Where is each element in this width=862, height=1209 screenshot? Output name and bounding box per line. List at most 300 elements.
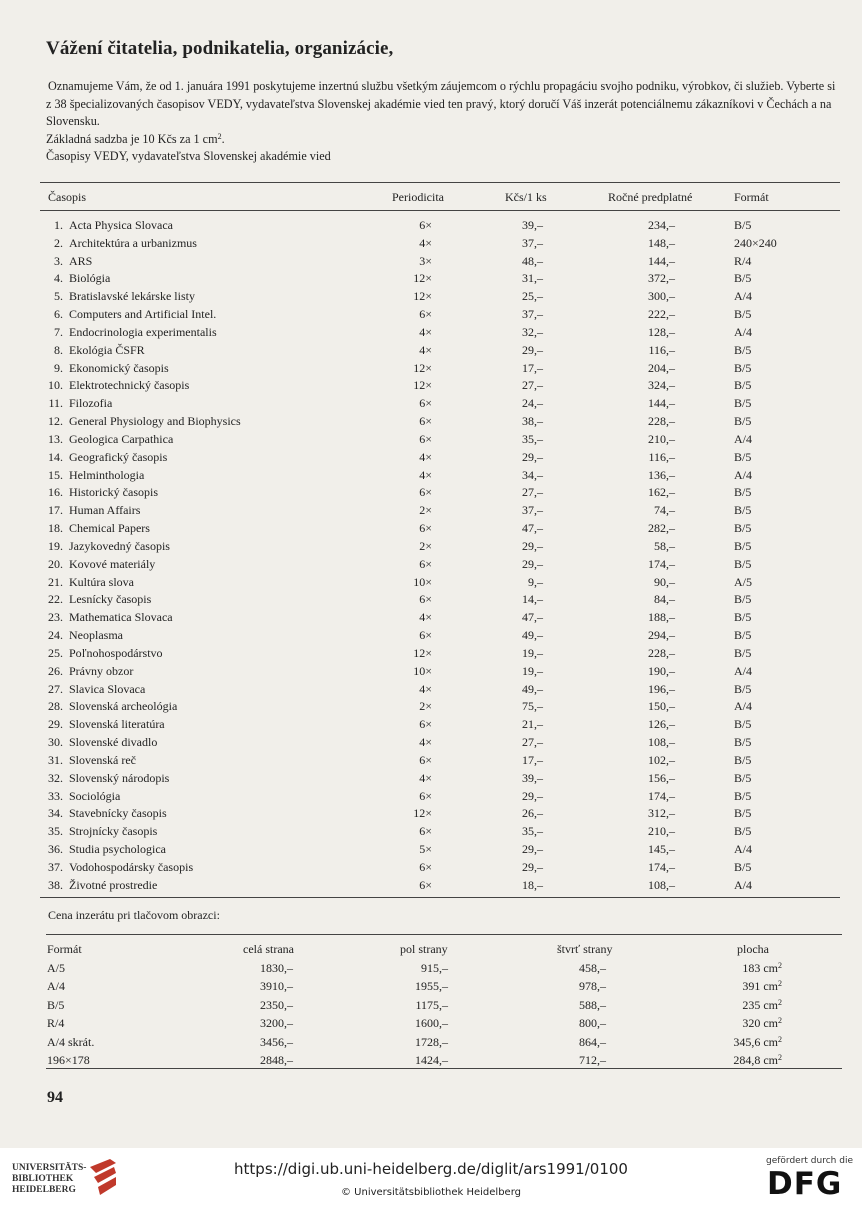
journal-format: B/5: [734, 538, 752, 553]
table-row: [0, 503, 862, 521]
price-area-unit-sup: 2: [778, 997, 782, 1007]
price-area: [690, 998, 782, 1013]
journal-periodicity: 6×: [419, 521, 432, 536]
row-number: 4.: [54, 271, 63, 286]
price-format: R/4: [47, 1016, 65, 1031]
header-journal: Časopis: [48, 190, 87, 204]
table-bottom-rule: [40, 897, 840, 898]
price-full-page: 1830,–: [260, 961, 293, 975]
journal-annual-subscription: 234,–: [648, 218, 675, 232]
price-area: [690, 979, 782, 994]
journal-name: Ekológia ČSFR: [69, 342, 145, 357]
journal-annual-subscription: 174,–: [648, 788, 675, 803]
journal-annual-subscription: 228,–: [648, 645, 675, 660]
journal-format: B/5: [734, 414, 752, 429]
row-number: 16.: [48, 485, 63, 500]
journal-name: Architektúra a urbanizmus: [69, 235, 197, 250]
journal-format: B/5: [734, 770, 752, 785]
journal-annual-subscription: 74,–: [654, 503, 675, 518]
journal-format: B/5: [734, 592, 752, 607]
journal-name: Mathematica Slovaca: [69, 610, 173, 625]
journal-periodicity: 2×: [419, 699, 432, 714]
row-number: 11.: [48, 396, 63, 411]
page-number: 94: [47, 1089, 63, 1106]
journal-name: Slovenská literatúra: [69, 717, 165, 732]
row-number: 21.: [48, 574, 63, 589]
price-full-page: 2848,–: [260, 1053, 293, 1067]
header-periodicity: Periodicita: [392, 190, 444, 204]
price-area-value: 235 cm: [742, 997, 778, 1012]
journal-price: 37,–: [522, 307, 543, 322]
price-area-unit-sup: 2: [778, 1034, 782, 1044]
price-area-value: 284,8 cm: [733, 1053, 778, 1067]
journal-annual-subscription: 150,–: [648, 699, 675, 714]
price-area: [690, 1035, 782, 1050]
journal-periodicity: 6×: [419, 414, 432, 429]
journal-annual-subscription: 196,–: [648, 681, 675, 696]
journal-name: ARS: [69, 253, 93, 268]
table-row: [0, 432, 862, 450]
journal-annual-subscription: 90,–: [654, 574, 675, 589]
journal-name: Životné prostredie: [69, 877, 158, 892]
journal-format: B/5: [734, 271, 752, 286]
table-row: [0, 878, 862, 896]
journal-price: 35,–: [522, 431, 543, 446]
journal-price: 35,–: [522, 824, 543, 839]
price-header-format: Formát: [47, 942, 82, 956]
row-number: 15.: [48, 467, 63, 482]
journal-name: Vodohospodársky časopis: [69, 859, 194, 874]
journal-name: Jazykovedný časopis: [69, 538, 170, 553]
price-area-unit-sup: 2: [778, 979, 782, 989]
journal-format: B/5: [734, 342, 752, 357]
journal-format: A/4: [734, 842, 752, 857]
journal-annual-subscription: 210,–: [648, 824, 675, 839]
journal-format: B/5: [734, 307, 752, 322]
price-half-page: 1728,–: [415, 1034, 448, 1049]
row-number: 8.: [54, 342, 63, 357]
journal-price: 27,–: [522, 485, 543, 500]
price-format: B/5: [47, 997, 65, 1012]
journal-format: B/5: [734, 485, 752, 500]
journal-format: B/5: [734, 628, 752, 643]
journal-format: B/5: [734, 360, 752, 375]
table-row: [0, 806, 862, 824]
base-rate-text: Základná sadzba je 10 Kčs za 1 cm: [46, 131, 218, 146]
row-number: 37.: [48, 859, 63, 874]
journal-price: 38,–: [522, 414, 543, 429]
row-number: 2.: [54, 235, 63, 250]
row-number: 14.: [48, 449, 63, 464]
price-area: [690, 961, 782, 976]
journal-price: 32,–: [522, 324, 543, 339]
journal-format: B/5: [734, 218, 752, 232]
table-row: [0, 771, 862, 789]
price-row: [0, 961, 862, 979]
journal-annual-subscription: 144,–: [648, 253, 675, 268]
price-header-area: plocha: [737, 942, 769, 956]
journal-name: Strojnícky časopis: [69, 824, 158, 839]
journal-name: Computers and Artificial Intel.: [69, 307, 217, 322]
price-area-unit-sup: 2: [778, 1016, 782, 1026]
row-number: 25.: [48, 645, 63, 660]
price-area: [690, 1016, 782, 1031]
price-table-caption: Cena inzerátu pri tlačovom obrazci:: [48, 908, 220, 922]
journal-annual-subscription: 128,–: [648, 324, 675, 339]
row-number: 26.: [48, 663, 63, 678]
table-row: [0, 824, 862, 842]
journal-format: B/5: [734, 806, 752, 821]
price-row: [0, 979, 862, 997]
table-row: [0, 271, 862, 289]
journal-annual-subscription: 324,–: [648, 378, 675, 393]
table-row: [0, 860, 862, 878]
journal-name: Kovové materiály: [69, 556, 156, 571]
row-number: 34.: [48, 806, 63, 821]
journal-name: Chemical Papers: [69, 521, 150, 536]
journal-format: B/5: [734, 449, 752, 464]
row-number: 3.: [54, 253, 63, 268]
journal-annual-subscription: 174,–: [648, 556, 675, 571]
price-half-page: 1600,–: [415, 1016, 448, 1031]
journal-name: Sociológia: [69, 788, 121, 803]
price-header-quarter: štvrť strany: [557, 942, 613, 956]
journal-annual-subscription: 190,–: [648, 663, 675, 678]
journal-price: 19,–: [522, 663, 543, 678]
price-header-half: pol strany: [400, 942, 448, 956]
journal-periodicity: 6×: [419, 396, 432, 411]
journal-name: Lesnícky časopis: [69, 592, 152, 607]
price-area-unit-sup: 2: [778, 961, 782, 970]
price-format: A/4: [47, 979, 65, 994]
table-row: [0, 610, 862, 628]
journal-periodicity: 6×: [419, 431, 432, 446]
journal-periodicity: 2×: [419, 503, 432, 518]
journal-format: A/4: [734, 431, 752, 446]
row-number: 19.: [48, 538, 63, 553]
journal-name: Právny obzor: [69, 663, 134, 678]
journal-format: A/4: [734, 324, 752, 339]
table-top-rule: [40, 182, 840, 183]
journal-price: 17,–: [522, 752, 543, 767]
journal-periodicity: 12×: [413, 289, 432, 304]
table-row: [0, 254, 862, 272]
price-quarter-page: 978,–: [579, 979, 606, 994]
journal-format: B/5: [734, 521, 752, 536]
journal-annual-subscription: 222,–: [648, 307, 675, 322]
table-row: [0, 414, 862, 432]
journal-periodicity: 12×: [413, 378, 432, 393]
journal-periodicity: 6×: [419, 877, 432, 892]
row-number: 10.: [48, 378, 63, 393]
row-number: 6.: [54, 307, 63, 322]
footer-url-link[interactable]: https://digi.ub.uni-heidelberg.de/diglit/ars1991/0100: [234, 1160, 628, 1178]
price-row: [0, 1016, 862, 1034]
journal-price: 47,–: [522, 610, 543, 625]
price-full-page: 2350,–: [260, 997, 293, 1012]
intro-text: [46, 78, 842, 166]
journal-annual-subscription: 312,–: [648, 806, 675, 821]
journal-price: 31,–: [522, 271, 543, 286]
row-number: 24.: [48, 628, 63, 643]
journal-name: Studia psychologica: [69, 842, 166, 857]
journal-annual-subscription: 282,–: [648, 521, 675, 536]
journal-annual-subscription: 126,–: [648, 717, 675, 732]
journal-name: Geologica Carpathica: [69, 431, 174, 446]
journal-name: Acta Physica Slovaca: [69, 218, 173, 232]
price-format: 196×178: [47, 1053, 90, 1067]
journal-annual-subscription: 188,–: [648, 610, 675, 625]
journal-periodicity: 6×: [419, 788, 432, 803]
journal-name: Biológia: [69, 271, 111, 286]
row-number: 18.: [48, 521, 63, 536]
row-number: 20.: [48, 556, 63, 571]
journal-periodicity: 6×: [419, 218, 432, 232]
journal-annual-subscription: 84,–: [654, 592, 675, 607]
journal-periodicity: 6×: [419, 824, 432, 839]
row-number: 12.: [48, 414, 63, 429]
journal-annual-subscription: 102,–: [648, 752, 675, 767]
journal-periodicity: 10×: [413, 574, 432, 589]
journal-annual-subscription: 144,–: [648, 396, 675, 411]
journal-name: Neoplasma: [69, 628, 123, 643]
price-half-page: 1955,–: [415, 979, 448, 994]
price-area: [690, 1053, 782, 1068]
journal-name: Historický časopis: [69, 485, 158, 500]
journal-annual-subscription: 162,–: [648, 485, 675, 500]
journal-price: 17,–: [522, 360, 543, 375]
journal-periodicity: 12×: [413, 360, 432, 375]
table-row: [0, 664, 862, 682]
journal-periodicity: 10×: [413, 663, 432, 678]
table-row: [0, 789, 862, 807]
journal-periodicity: 2×: [419, 538, 432, 553]
journal-name: Ekonomický časopis: [69, 360, 169, 375]
journal-annual-subscription: 116,–: [648, 342, 675, 357]
journal-annual-subscription: 116,–: [648, 449, 675, 464]
journal-name: Filozofia: [69, 396, 113, 411]
journal-name: General Physiology and Biophysics: [69, 414, 241, 429]
journal-format: A/4: [734, 877, 752, 892]
journal-format: A/4: [734, 289, 752, 304]
journal-price: 14,–: [522, 592, 543, 607]
journal-format: A/4: [734, 663, 752, 678]
journal-price: 75,–: [522, 699, 543, 714]
journal-periodicity: 4×: [419, 449, 432, 464]
table-row: [0, 289, 862, 307]
journal-price: 29,–: [522, 859, 543, 874]
row-number: 32.: [48, 770, 63, 785]
journal-periodicity: 5×: [419, 842, 432, 857]
journal-name: Human Affairs: [69, 503, 141, 518]
price-table-bottom-rule: [46, 1068, 842, 1069]
row-number: 7.: [54, 324, 63, 339]
journal-format: B/5: [734, 735, 752, 750]
journal-price: 27,–: [522, 378, 543, 393]
journal-format: 240×240: [734, 235, 777, 250]
journal-price: 49,–: [522, 628, 543, 643]
base-rate-end: .: [221, 131, 225, 146]
price-area-value: 391 cm: [742, 979, 778, 994]
journal-annual-subscription: 156,–: [648, 770, 675, 785]
journal-format: B/5: [734, 788, 752, 803]
journal-name: Helminthologia: [69, 467, 145, 482]
price-quarter-page: 458,–: [579, 961, 606, 975]
journal-periodicity: 6×: [419, 592, 432, 607]
journal-periodicity: 4×: [419, 235, 432, 250]
ub-heidelberg-logo: UNIVERSITÄTS-BIBLIOTHEK HEIDELBERG: [12, 1163, 87, 1195]
table-row: [0, 378, 862, 396]
intro-paragraph: Oznamujeme Vám, že od 1. januára 1991 poskytujeme inzertnú službu všetkým záujemcom o rýchlu propagáciu svojho podniku, výrobkov, či služieb. Vyberte si z 38 špecializovaných časopisov VEDY, vydavateľstva Slovenskej akadémie vied ten pravý, ktorý doručí Váš inzerát potenciálnemu zákazníkovi v Čechách a na Slovensku.: [46, 79, 836, 129]
journal-periodicity: 6×: [419, 485, 432, 500]
journal-price: 29,–: [522, 842, 543, 857]
journal-price: 19,–: [522, 645, 543, 660]
row-number: 9.: [54, 360, 63, 375]
journal-price: 18,–: [522, 877, 543, 892]
journal-periodicity: 6×: [419, 859, 432, 874]
journal-name: Kultúra slova: [69, 574, 134, 589]
row-number: 22.: [48, 592, 63, 607]
table-row: [0, 396, 862, 414]
header-annual: Ročné predplatné: [608, 190, 693, 204]
page-title: Vážení čitatelia, podnikatelia, organizácie,: [46, 38, 394, 59]
table-row: [0, 361, 862, 379]
journal-periodicity: 4×: [419, 342, 432, 357]
price-half-page: 1175,–: [415, 997, 448, 1012]
journal-annual-subscription: 228,–: [648, 414, 675, 429]
price-table-header: [0, 942, 862, 960]
journal-annual-subscription: 58,–: [654, 538, 675, 553]
journal-price: 37,–: [522, 503, 543, 518]
journal-price: 26,–: [522, 806, 543, 821]
journal-periodicity: 12×: [413, 645, 432, 660]
journal-format: B/5: [734, 556, 752, 571]
journal-name: Stavebnícky časopis: [69, 806, 167, 821]
journal-annual-subscription: 204,–: [648, 360, 675, 375]
journal-format: B/5: [734, 378, 752, 393]
table-row: [0, 218, 862, 236]
table-row: [0, 842, 862, 860]
journal-name: Bratislavské lekárske listy: [69, 289, 195, 304]
journal-periodicity: 6×: [419, 752, 432, 767]
price-format: A/5: [47, 961, 65, 975]
table-row: [0, 735, 862, 753]
journal-annual-subscription: 300,–: [648, 289, 675, 304]
journal-price: 29,–: [522, 538, 543, 553]
table-row: [0, 753, 862, 771]
journal-price: 29,–: [522, 556, 543, 571]
price-area-value: 320 cm: [742, 1016, 778, 1031]
base-rate: [46, 131, 842, 149]
journal-format: A/4: [734, 467, 752, 482]
table-row: [0, 325, 862, 343]
journal-price: 48,–: [522, 253, 543, 268]
journal-format: B/5: [734, 396, 752, 411]
price-header-full: celá strana: [243, 942, 294, 956]
base-rate-sup: 2: [217, 131, 222, 141]
journal-periodicity: 6×: [419, 628, 432, 643]
row-number: 5.: [54, 289, 63, 304]
journal-format: B/5: [734, 503, 752, 518]
price-format: A/4 skrát.: [47, 1034, 95, 1049]
table-row: [0, 450, 862, 468]
journal-periodicity: 6×: [419, 556, 432, 571]
table-row: [0, 468, 862, 486]
journal-name: Geografický časopis: [69, 449, 168, 464]
price-table-top-rule: [46, 934, 842, 935]
row-number: 38.: [48, 877, 63, 892]
journal-price: 34,–: [522, 467, 543, 482]
journal-annual-subscription: 136,–: [648, 467, 675, 482]
journal-name: Slovenské divadlo: [69, 735, 158, 750]
journal-periodicity: 4×: [419, 467, 432, 482]
table-row: [0, 236, 862, 254]
row-number: 31.: [48, 752, 63, 767]
price-area-unit-sup: 2: [778, 1053, 782, 1062]
journal-format: A/5: [734, 574, 752, 589]
table-row: [0, 628, 862, 646]
row-number: 30.: [48, 735, 63, 750]
table-row: [0, 682, 862, 700]
journal-price: 49,–: [522, 681, 543, 696]
table-header-rule: [40, 210, 840, 211]
table-row: [0, 592, 862, 610]
table-row: [0, 575, 862, 593]
table-row: [0, 343, 862, 361]
journal-periodicity: 12×: [413, 271, 432, 286]
journal-periodicity: 4×: [419, 324, 432, 339]
price-full-page: 3456,–: [260, 1034, 293, 1049]
journal-annual-subscription: 148,–: [648, 235, 675, 250]
journal-periodicity: 3×: [419, 253, 432, 268]
price-quarter-page: 864,–: [579, 1034, 606, 1049]
journal-periodicity: 4×: [419, 610, 432, 625]
price-area-value: 183 cm: [742, 961, 778, 975]
journal-annual-subscription: 108,–: [648, 877, 675, 892]
row-number: 36.: [48, 842, 63, 857]
journal-periodicity: 6×: [419, 717, 432, 732]
journal-price: 29,–: [522, 342, 543, 357]
header-price: Kčs/1 ks: [505, 190, 547, 204]
journal-format: B/5: [734, 717, 752, 732]
dfg-logo: DFG: [767, 1166, 843, 1202]
row-number: 33.: [48, 788, 63, 803]
price-full-page: 3200,–: [260, 1016, 293, 1031]
journal-format: B/5: [734, 610, 752, 625]
journal-price: 25,–: [522, 289, 543, 304]
row-number: 17.: [48, 503, 63, 518]
row-number: 27.: [48, 681, 63, 696]
table-row: [0, 699, 862, 717]
price-quarter-page: 588,–: [579, 997, 606, 1012]
journal-format: B/5: [734, 645, 752, 660]
footer-copyright: © Universitätsbibliothek Heidelberg: [340, 1187, 521, 1198]
journal-name: Elektrotechnický časopis: [69, 378, 190, 393]
price-row: [0, 998, 862, 1016]
journal-format: B/5: [734, 859, 752, 874]
journal-name: Poľnohospodárstvo: [69, 645, 163, 660]
journal-annual-subscription: 108,–: [648, 735, 675, 750]
journal-price: 47,–: [522, 521, 543, 536]
journal-name: Slovenský národopis: [69, 770, 170, 785]
journal-price: 39,–: [522, 770, 543, 785]
journal-periodicity: 4×: [419, 735, 432, 750]
journal-annual-subscription: 145,–: [648, 842, 675, 857]
journal-annual-subscription: 210,–: [648, 431, 675, 446]
journal-format: B/5: [734, 824, 752, 839]
row-number: 28.: [48, 699, 63, 714]
journal-annual-subscription: 294,–: [648, 628, 675, 643]
